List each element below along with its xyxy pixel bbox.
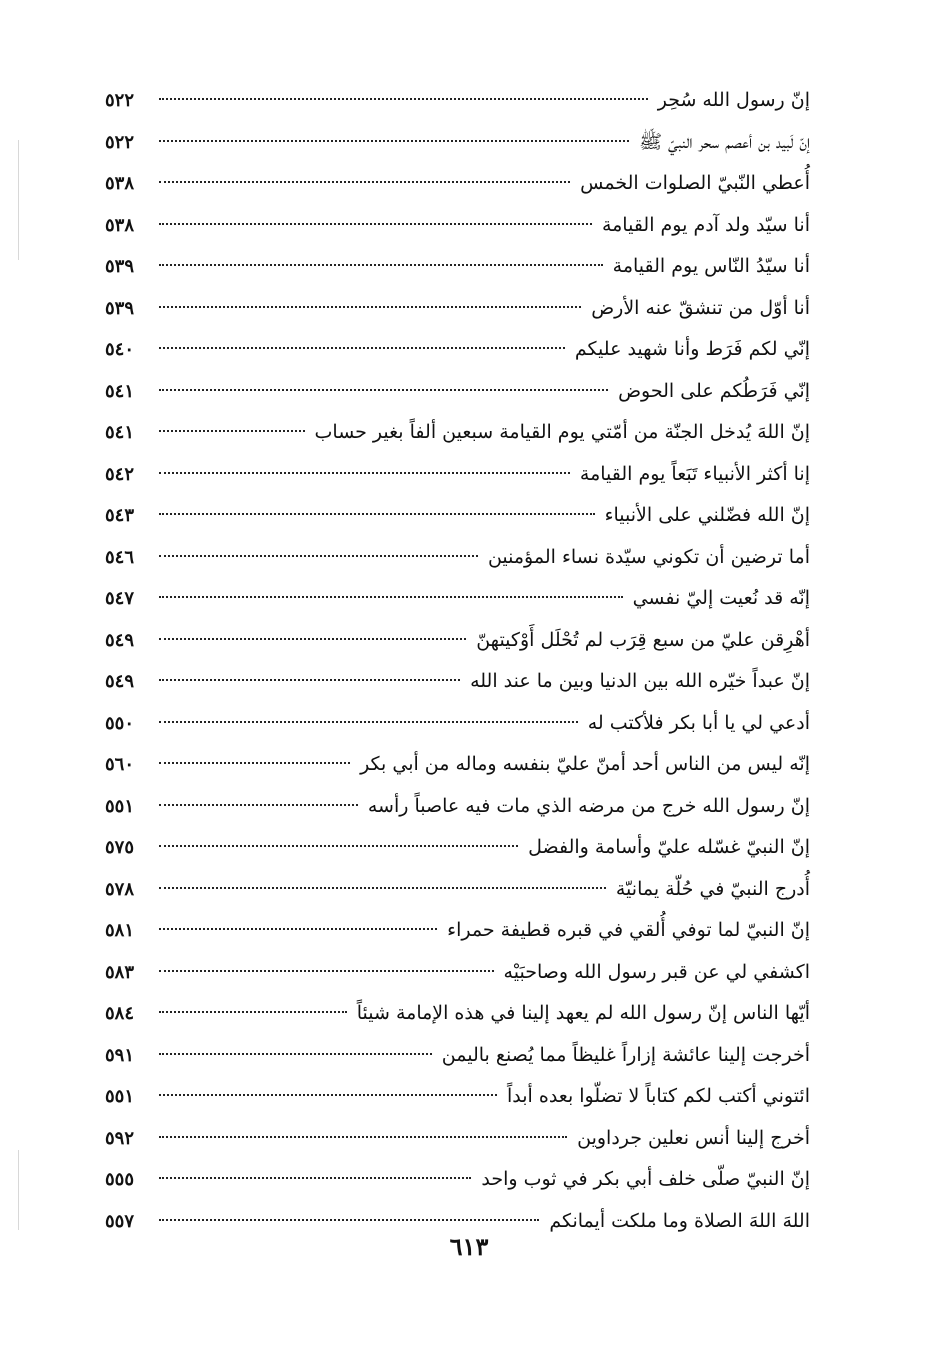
dot-leader (159, 389, 608, 391)
index-entry (105, 661, 810, 703)
index-entry (105, 371, 810, 413)
entry-text: أهْرِقن عليّ من سبع قِرَب لم تُحْلَل أَوْكيتهنّ (476, 628, 810, 651)
entry-text: إنّ الله فضّلني على الأنبياء (604, 504, 810, 526)
index-entry (105, 1159, 810, 1201)
entry-page-number: ٥٧٨ (105, 878, 135, 900)
entry-page-number: ٥٣٩ (105, 256, 135, 277)
entry-page-number: ٥٤٣ (105, 505, 135, 526)
entry-page-number: ٥٨١ (105, 920, 135, 941)
index-entry (105, 786, 810, 828)
dot-leader (159, 98, 648, 100)
page-number: ٦١٣ (449, 1232, 489, 1261)
dot-leader (159, 555, 478, 557)
dot-leader (159, 804, 358, 806)
entry-text: أخرجت إلينا عائشة إزاراً غليظاً مما يُصنع باليمن (441, 1043, 810, 1066)
index-entry (105, 537, 810, 579)
index-entry (105, 703, 810, 745)
index-entry (105, 246, 810, 288)
entry-text: أُدرج النبيّ في حُلّة يمانيّة (615, 877, 810, 900)
index-entry (105, 329, 810, 371)
entry-text: إنّه ليس من الناس أحد أمنّ عليّ بنفسه وماله من أبي بكر (360, 753, 810, 775)
entry-text: إنّي لكم فَرَط وأنا شهيد عليكم (574, 338, 810, 360)
entry-text: أنا سيّدُ النّاس يوم القيامة (612, 255, 810, 277)
index-entry (105, 827, 810, 869)
entry-text: اكشفي لي عن قبر رسول الله وصاحبَيْه (503, 960, 810, 983)
dot-leader (159, 638, 466, 640)
dot-leader (159, 1094, 497, 1096)
index-entry (105, 620, 810, 662)
index-entry (105, 993, 810, 1035)
entry-page-number: ٥٧٥ (105, 837, 135, 858)
dot-leader (159, 1136, 567, 1138)
scan-margin-line (18, 140, 19, 260)
index-entry (105, 288, 810, 330)
entry-page-number: ٥٩٢ (105, 1127, 135, 1149)
entry-text: إنّه قد نُعيت إليّ نفسي (632, 587, 810, 609)
entry-page-number: ٥٢٢ (105, 90, 135, 111)
entry-text: إنّ النبيّ لما توفي أُلقي في قبره قطيفة حمراء (447, 919, 810, 941)
entry-text: إنّ النبيّ صلّى خلف أبي بكر في ثوب واحد (481, 1168, 810, 1190)
index-entry (105, 952, 810, 994)
dot-leader (159, 1177, 471, 1179)
dot-leader (159, 1011, 347, 1013)
dot-leader (159, 1219, 539, 1221)
entry-text: إنّ عبداً خيّره الله بين الدنيا وبين ما عند الله (470, 670, 810, 692)
index-entry (105, 454, 810, 496)
entry-page-number: ٥٥٥ (105, 1169, 135, 1190)
dot-leader (159, 513, 595, 515)
entry-page-number: ٥٤١ (105, 422, 135, 443)
entry-page-number: ٥٢٢ (105, 131, 135, 153)
index-entry (105, 910, 810, 952)
index-entry (105, 744, 810, 786)
dot-leader (159, 347, 565, 349)
entry-page-number: ٥٣٩ (105, 297, 135, 319)
index-entry (105, 1118, 810, 1160)
entry-page-number: ٥٥٠ (105, 712, 135, 734)
entry-text: أيّها الناس إنّ رسول الله لم يعهد إلينا في هذه الإمامة شيئاً (356, 1002, 810, 1024)
entry-text: إنّ رسول الله خرج من مرضه الذي مات فيه عاصباً رأسه (367, 794, 810, 817)
index-entry (105, 205, 810, 247)
dot-leader (159, 140, 629, 142)
entry-page-number: ٥٤٩ (105, 629, 135, 651)
entry-text: أما ترضين أن تكوني سيّدة نساء المؤمنين (487, 545, 810, 568)
dot-leader (159, 1053, 432, 1055)
entry-text: أخرج إلينا أنس نعلين جرداوين (577, 1126, 810, 1149)
entry-text: أدعي لي يا أبا بكر فلأكتب له (587, 711, 810, 734)
index-entry (105, 1035, 810, 1077)
entry-text: إنّ رسول الله سُحِر (657, 89, 810, 111)
dot-leader (159, 223, 592, 225)
entry-text: أنا أوّل من تنشقّ عنه الأرض (591, 296, 810, 319)
entry-page-number: ٥٥٧ (105, 1210, 135, 1232)
entry-page-number: ٥٨٤ (105, 1003, 135, 1024)
entry-page-number: ٥٩١ (105, 1044, 135, 1066)
entry-text: أنا سيّد ولد آدم يوم القيامة (601, 213, 810, 236)
entry-page-number: ٥٥١ (105, 795, 135, 817)
entry-text: إنّ اللهَ يُدخل الجنّة من أمّتي يوم القيامة سبعين ألفاً بغير حساب (314, 421, 810, 443)
scan-margin-line (18, 1150, 19, 1230)
entry-page-number: ٥٤٢ (105, 463, 135, 485)
dot-leader (159, 264, 603, 266)
dot-leader (159, 762, 350, 764)
dot-leader (159, 430, 305, 432)
entry-page-number: ٥٤٦ (105, 546, 135, 568)
entry-text: إنّ النبيّ غسّله عليّ وأسامة والفضل (528, 836, 810, 858)
dot-leader (159, 472, 570, 474)
entry-page-number: ٥٥١ (105, 1086, 135, 1107)
entry-page-number: ٥٨٣ (105, 961, 135, 983)
index-entry (105, 1076, 810, 1118)
entry-text: إنّي فَرَطُكم على الحوض (618, 379, 810, 402)
entry-text: إنا أكثر الأنبياء تَبَعاً يوم القيامة (579, 462, 810, 485)
entry-page-number: ٥٤٠ (105, 339, 135, 360)
entry-page-number: ٥٣٨ (105, 173, 135, 194)
index-entry (105, 80, 810, 122)
entry-text: ائتوني أكتب لكم كتاباً لا تضلّوا بعده أبداً (507, 1085, 810, 1107)
dot-leader (159, 306, 581, 308)
dot-leader (159, 181, 570, 183)
dot-leader (159, 970, 494, 972)
dot-leader (159, 887, 606, 889)
index-entry (105, 412, 810, 454)
entry-page-number: ٥٤٩ (105, 671, 135, 692)
entry-page-number: ٥٤٧ (105, 588, 135, 609)
index-entry (105, 122, 810, 164)
index-entry (105, 578, 810, 620)
dot-leader (159, 596, 623, 598)
entry-text: اللهَ اللهَ الصلاة وما ملكت أيمانكم (549, 1209, 810, 1232)
entry-page-number: ٥٦٠ (105, 754, 135, 775)
entry-page-number: ٥٤١ (105, 380, 135, 402)
index-entries-list (105, 80, 810, 1242)
entry-page-number: ٥٣٨ (105, 214, 135, 236)
dot-leader (159, 679, 460, 681)
index-entry (105, 495, 810, 537)
dot-leader (159, 721, 578, 723)
entry-text: إنّ لَبيد بن أعصم سحر النبيّ ﷺ (639, 130, 810, 153)
index-entry (105, 163, 810, 205)
index-entry (105, 869, 810, 911)
dot-leader (159, 845, 518, 847)
entry-text: أُعطي النّبيّ الصلوات الخمس (580, 172, 810, 194)
dot-leader (159, 928, 437, 930)
